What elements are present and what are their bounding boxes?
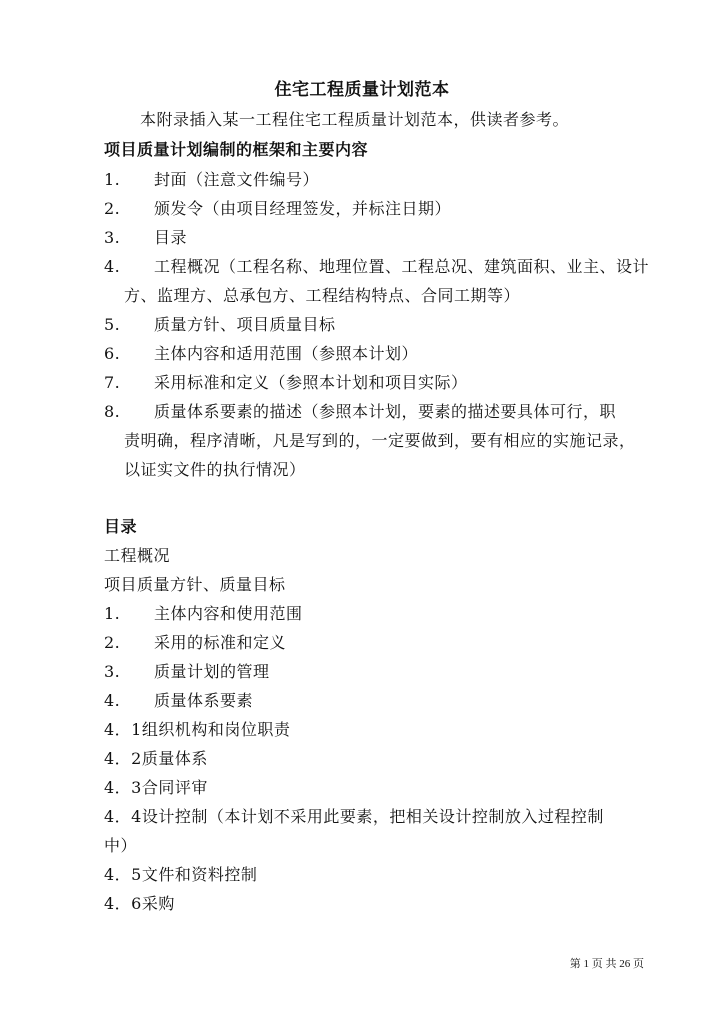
- toc-item: [104, 604, 303, 624]
- intro-paragraph: 本附录插入某一工程住宅工程质量计划范本，供读者参考。: [140, 110, 570, 129]
- list-item-text: 采用标准和定义（参照本计划和项目实际）: [154, 373, 468, 392]
- list-item: [104, 257, 649, 277]
- toc-subitem: 4．2质量体系: [104, 749, 208, 768]
- toc-item-number: 2.: [104, 633, 121, 652]
- list-item-continuation: 方、监理方、总承包方、工程结构特点、合同工期等）: [124, 286, 521, 305]
- list-item: [104, 344, 418, 364]
- list-item-text: 目录: [154, 228, 188, 247]
- list-item-number: 5.: [104, 315, 121, 334]
- toc-line: 工程概况: [104, 546, 171, 565]
- toc-item: [104, 633, 286, 653]
- toc-subitem: 4．6采购: [104, 894, 175, 913]
- list-item-number: 6.: [104, 344, 121, 363]
- list-item-continuation: 责明确，程序清晰，凡是写到的，一定要做到，要有相应的实施记录，: [124, 431, 636, 450]
- list-item-number: 1.: [104, 170, 121, 189]
- toc-item: [104, 662, 270, 682]
- toc-line: 项目质量方针、质量目标: [104, 575, 286, 594]
- toc-item-text: 质量计划的管理: [154, 662, 270, 681]
- section-heading-toc: 目录: [104, 517, 138, 536]
- list-item: [104, 373, 468, 393]
- toc-item-text: 主体内容和使用范围: [154, 604, 303, 623]
- section-heading-framework: 项目质量计划编制的框架和主要内容: [104, 140, 369, 159]
- list-item-text: 主体内容和适用范围（参照本计划）: [154, 344, 419, 363]
- list-item: [104, 228, 187, 248]
- list-item: [104, 315, 336, 335]
- list-item-number: 8.: [104, 402, 121, 421]
- list-item: [104, 402, 616, 422]
- list-item-text: 封面（注意文件编号）: [154, 170, 320, 189]
- toc-item-number: 4.: [104, 691, 121, 710]
- toc-item-text: 质量体系要素: [154, 691, 254, 710]
- list-item-text: 质量方针、项目质量目标: [154, 315, 336, 334]
- toc-subitem-continuation: 中）: [104, 836, 138, 855]
- toc-subitem: 4．1组织机构和岗位职责: [104, 720, 291, 739]
- list-item-text: 质量体系要素的描述（参照本计划，要素的描述要具体可行，职: [154, 402, 617, 421]
- list-item-number: 3.: [104, 228, 121, 247]
- toc-subitem: 4．4设计控制（本计划不采用此要素，把相关设计控制放入过程控制: [104, 807, 604, 826]
- list-item: [104, 199, 451, 219]
- list-item-number: 2.: [104, 199, 121, 218]
- list-item-number: 4.: [104, 257, 121, 276]
- document-title: 住宅工程质量计划范本: [274, 80, 450, 100]
- toc-subitem: 4．3合同评审: [104, 778, 208, 797]
- list-item-text: 颁发令（由项目经理签发，并标注日期）: [154, 199, 452, 218]
- toc-item-number: 1.: [104, 604, 121, 623]
- list-item: [104, 170, 319, 190]
- list-item-text: 工程概况（工程名称、地理位置、工程总况、建筑面积、业主、设计: [154, 257, 650, 276]
- toc-item: [104, 691, 253, 711]
- toc-item-text: 采用的标准和定义: [154, 633, 287, 652]
- page-number-footer: 第 1 页 共 26 页: [569, 958, 644, 970]
- list-item-number: 7.: [104, 373, 121, 392]
- toc-subitem: 4．5文件和资料控制: [104, 865, 258, 884]
- list-item-continuation: 以证实文件的执行情况）: [124, 460, 306, 479]
- toc-item-number: 3.: [104, 662, 121, 681]
